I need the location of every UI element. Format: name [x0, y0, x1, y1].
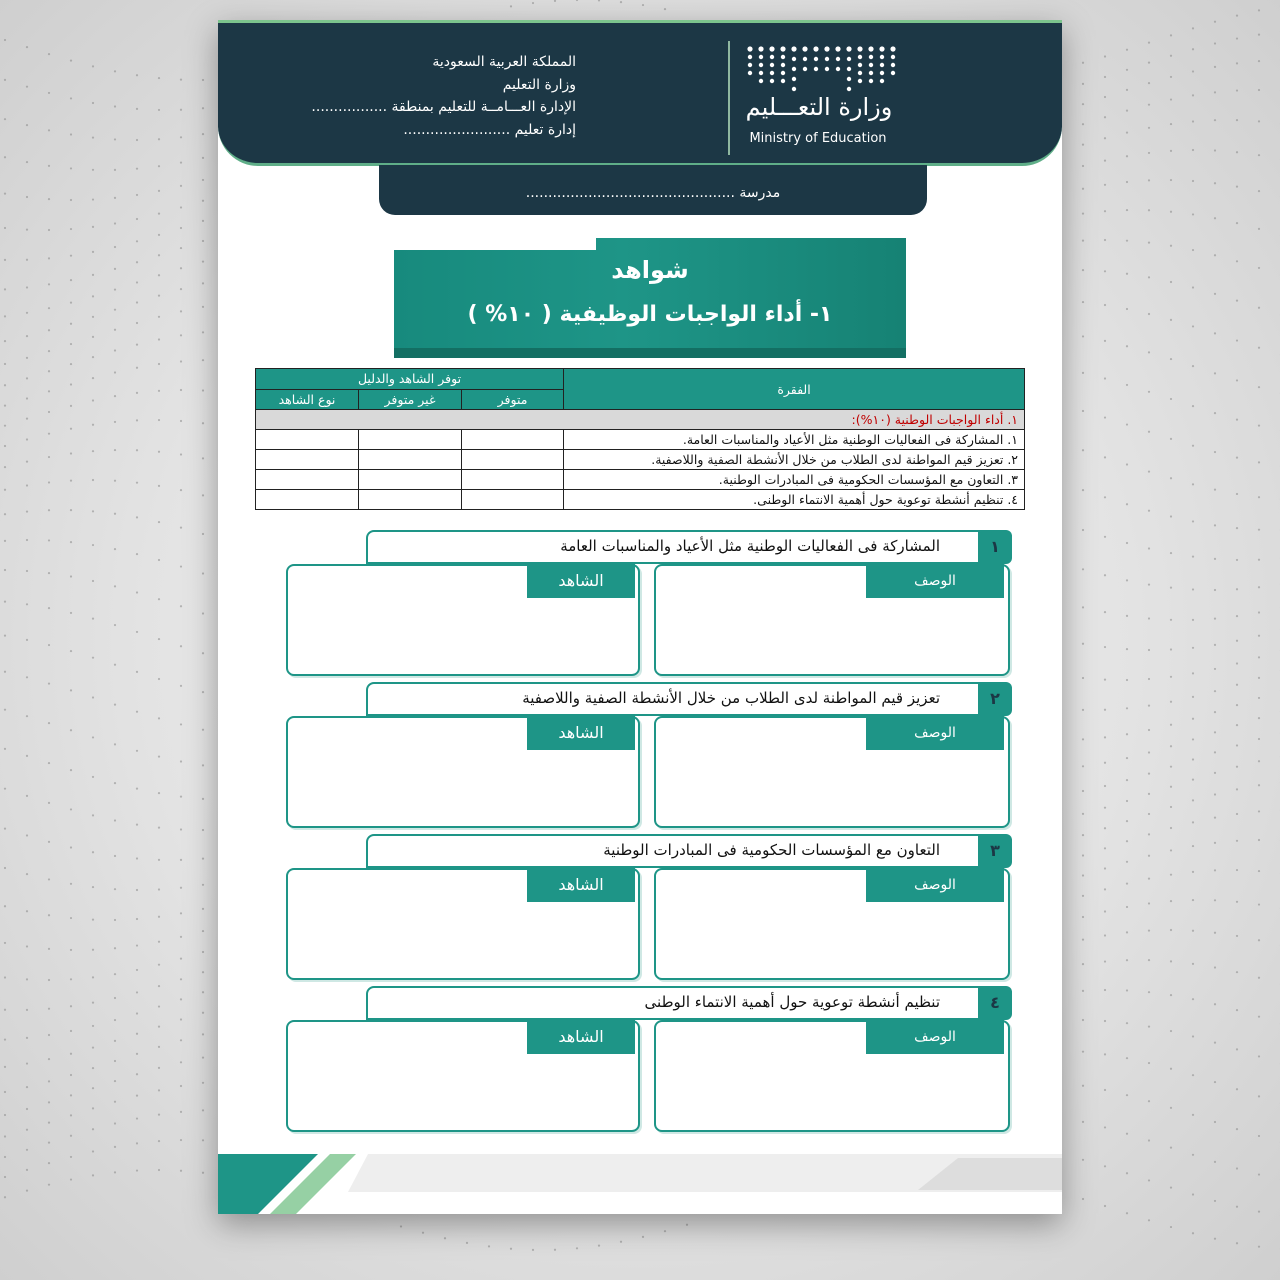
- title-band-notch: [394, 234, 596, 250]
- section-title-box: [366, 530, 980, 564]
- section-heading-row: ١. أداء الواجبات الوطنية (١٠%):: [256, 410, 1025, 430]
- school-name-field: مدرسة ...............................................: [525, 185, 781, 201]
- not-available-cell[interactable]: [359, 450, 462, 470]
- page-subtitle: ١- أداء الواجبات الوظيفية ( ١٠% ): [467, 302, 833, 327]
- table-row: [256, 430, 1025, 450]
- title-band-shade: [394, 348, 906, 358]
- header-ministry: وزارة التعليم: [502, 76, 576, 93]
- school-name-box: [379, 165, 927, 215]
- document-page: [218, 20, 1062, 1214]
- footer-decoration: [218, 1154, 1062, 1214]
- header-text-block: [286, 51, 576, 141]
- description-label: الوصف: [866, 868, 1004, 902]
- header-banner: [218, 23, 1062, 166]
- not-available-cell[interactable]: [359, 470, 462, 490]
- not-available-cell[interactable]: [359, 430, 462, 450]
- table-row: [256, 490, 1025, 510]
- section-number-badge: ٤: [978, 986, 1012, 1020]
- section-number-badge: ١: [978, 530, 1012, 564]
- available-cell[interactable]: [462, 450, 564, 470]
- section-title: المشاركة فى الفعاليات الوطنية مثل الأعياد والمناسبات العامة: [560, 537, 940, 555]
- evidence-label: الشاهد: [527, 868, 635, 902]
- header-divider: [728, 41, 730, 155]
- section-title: تنظيم أنشطة توعوية حول أهمية الانتماء الوطنى: [644, 993, 940, 1011]
- section-title: تعزيز قيم المواطنة لدى الطلاب من خلال الأنشطة الصفية واللاصفية: [522, 689, 940, 707]
- available-cell[interactable]: [462, 430, 564, 450]
- table-row: [256, 450, 1025, 470]
- header-item-column: الفقرة: [564, 369, 1025, 410]
- page-title: شواهد: [611, 256, 689, 284]
- evidence-section-3: [284, 834, 1014, 984]
- header-general-directorate: الإدارة العـــامــة للتعليم بمنطقة .................: [311, 99, 576, 115]
- header-education-office: إدارة تعليم ........................: [403, 121, 576, 138]
- header-evidence-type: نوع الشاهد: [256, 389, 359, 410]
- section-number-badge: ٢: [978, 682, 1012, 716]
- item-text: ٣. التعاون مع المؤسسات الحكومية فى المبادرات الوطنية.: [564, 470, 1025, 490]
- section-title: التعاون مع المؤسسات الحكومية فى المبادرات الوطنية: [603, 841, 940, 859]
- evidence-type-cell[interactable]: [256, 450, 359, 470]
- evidence-summary-table: [255, 368, 1025, 510]
- item-text: ١. المشاركة فى الفعاليات الوطنية مثل الأعياد والمناسبات العامة.: [564, 430, 1025, 450]
- section-title-box: [366, 682, 980, 716]
- header-not-available: غير متوفر: [359, 389, 462, 410]
- evidence-section-4: [284, 986, 1014, 1136]
- evidence-type-cell[interactable]: [256, 470, 359, 490]
- logo-arabic-text: وزارة التعـــليم: [745, 93, 893, 121]
- evidence-label: الشاهد: [527, 1020, 635, 1054]
- table-row: [256, 470, 1025, 490]
- header-evidence-group: توفر الشاهد والدليل: [256, 369, 564, 390]
- evidence-section-2: [284, 682, 1014, 832]
- item-text: ٤. تنظيم أنشطة توعوية حول أهمية الانتماء الوطنى.: [564, 490, 1025, 510]
- item-text: ٢. تعزيز قيم المواطنة لدى الطلاب من خلال الأنشطة الصفية واللاصفية.: [564, 450, 1025, 470]
- description-label: الوصف: [866, 1020, 1004, 1054]
- header-available: متوفر: [462, 389, 564, 410]
- description-label: الوصف: [866, 716, 1004, 750]
- evidence-label: الشاهد: [527, 564, 635, 598]
- section-title-box: [366, 986, 980, 1020]
- evidence-type-cell[interactable]: [256, 490, 359, 510]
- evidence-type-cell[interactable]: [256, 430, 359, 450]
- available-cell[interactable]: [462, 490, 564, 510]
- not-available-cell[interactable]: [359, 490, 462, 510]
- evidence-section-1: [284, 530, 1014, 680]
- description-label: الوصف: [866, 564, 1004, 598]
- available-cell[interactable]: [462, 470, 564, 490]
- evidence-label: الشاهد: [527, 716, 635, 750]
- logo-english-text: Ministry of Education: [749, 131, 887, 146]
- header-kingdom: المملكة العربية السعودية: [432, 54, 576, 70]
- section-title-box: [366, 834, 980, 868]
- section-number-badge: ٣: [978, 834, 1012, 868]
